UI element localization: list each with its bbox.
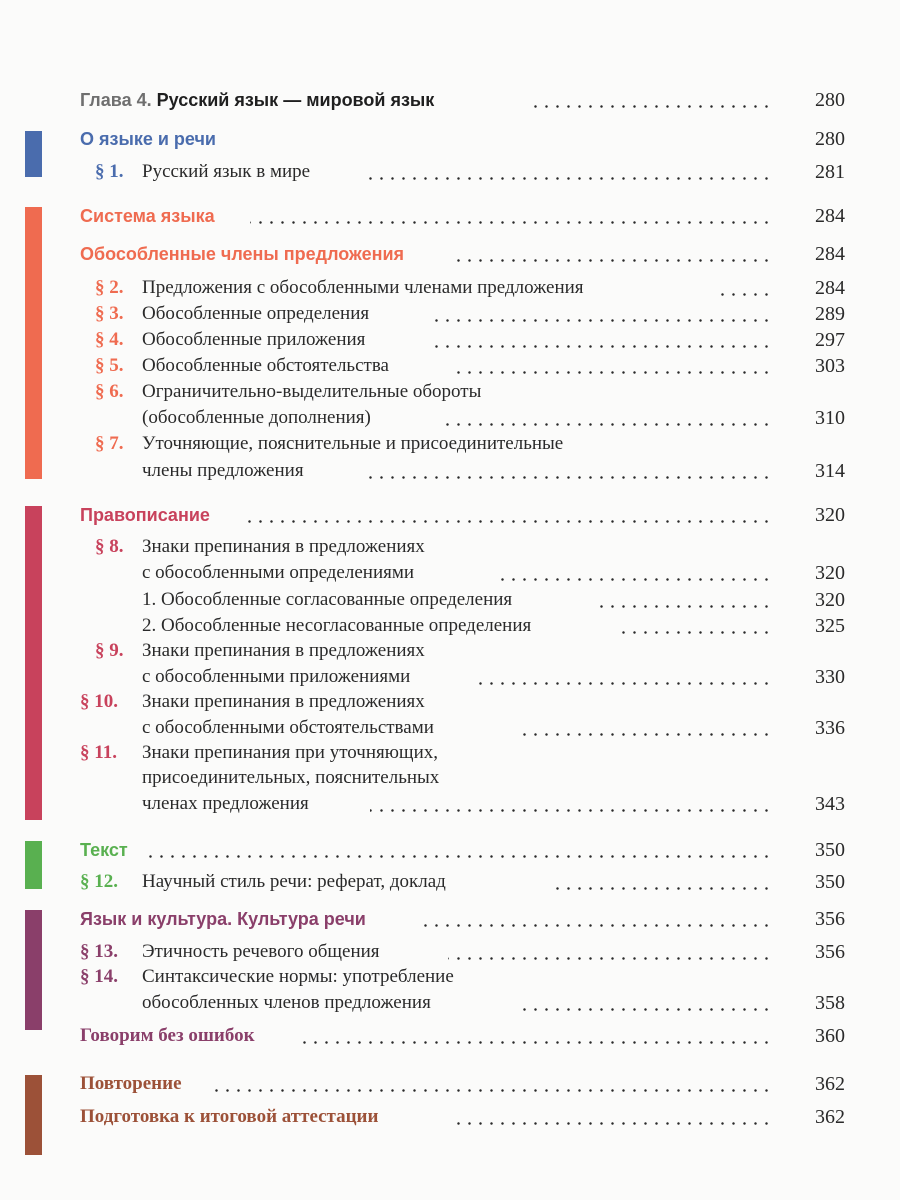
- paragraph-title: (обособленные дополнения): [142, 404, 377, 432]
- page-number: 314: [815, 460, 845, 482]
- section-title: Язык и культура. Культура речи: [80, 905, 372, 933]
- paragraph-number: § 10.: [80, 691, 118, 712]
- subitem-title: 1. Обособленные согласованные определения: [142, 586, 518, 614]
- page-number: 336: [815, 717, 845, 739]
- dot-leader: [474, 682, 772, 685]
- paragraph-number: § 4.: [95, 329, 124, 350]
- paragraph-number: § 3.: [95, 303, 124, 324]
- paragraph-number: § 5.: [95, 355, 124, 376]
- page-number: 350: [815, 839, 845, 861]
- page-number: 284: [815, 205, 845, 227]
- toc-paragraph-continued[interactable]: [0, 764, 900, 792]
- paragraph-title: с обособленными определениями: [142, 559, 420, 587]
- chapter-title: [80, 86, 440, 114]
- toc-paragraph[interactable]: [0, 868, 900, 896]
- dot-leader: [496, 578, 772, 581]
- page-number: 310: [815, 407, 845, 429]
- toc-section[interactable]: [0, 125, 900, 153]
- toc-paragraph[interactable]: [0, 158, 900, 186]
- dot-leader: [520, 733, 772, 736]
- dot-leader: [430, 319, 772, 322]
- dot-leader: [456, 371, 772, 374]
- page-number: 284: [815, 277, 845, 299]
- toc-section[interactable]: [0, 1070, 900, 1098]
- toc-chapter[interactable]: [0, 86, 900, 114]
- section-title: Система языка: [80, 202, 221, 230]
- page-number: 330: [815, 666, 845, 688]
- toc-paragraph-continued[interactable]: [0, 790, 900, 818]
- paragraph-title: члены предложения: [142, 457, 310, 485]
- dot-leader: [440, 423, 772, 426]
- paragraph-number: § 12.: [80, 871, 118, 892]
- page-number: 356: [815, 941, 845, 963]
- dot-leader: [532, 105, 772, 108]
- toc-section[interactable]: [0, 501, 900, 529]
- page-number: 358: [815, 992, 845, 1014]
- toc-subitem[interactable]: [0, 612, 900, 640]
- dot-leader: [448, 957, 772, 960]
- dot-leader: [430, 345, 772, 348]
- section-title: Правописание: [80, 501, 216, 529]
- toc-paragraph[interactable]: [0, 938, 900, 966]
- toc-paragraph[interactable]: [0, 326, 900, 354]
- paragraph-number: § 7.: [95, 433, 124, 454]
- dot-leader: [370, 809, 772, 812]
- page-number: 281: [815, 161, 845, 183]
- paragraph-title: Знаки препинания в предложениях: [142, 688, 431, 716]
- paragraph-number: § 6.: [95, 381, 124, 402]
- toc-subitem[interactable]: [0, 586, 900, 614]
- page-number: 362: [815, 1073, 845, 1095]
- toc-paragraph-continued[interactable]: [0, 559, 900, 587]
- paragraph-title: Обособленные определения: [142, 300, 375, 328]
- section-title: О языке и речи: [80, 129, 216, 149]
- toc-paragraph[interactable]: [0, 274, 900, 302]
- toc-section[interactable]: [0, 905, 900, 933]
- toc-paragraph[interactable]: [0, 963, 900, 991]
- page-number: 356: [815, 908, 845, 930]
- page-number: 320: [815, 589, 845, 611]
- paragraph-title: Этичность речевого общения: [142, 938, 386, 966]
- dot-leader: [618, 631, 772, 634]
- dot-leader: [210, 1089, 772, 1092]
- dot-leader: [300, 1041, 772, 1044]
- dot-leader: [452, 1122, 772, 1125]
- dot-leader: [548, 887, 772, 890]
- paragraph-title: Синтаксические нормы: употребление: [142, 963, 460, 991]
- section-title: Повторение: [80, 1070, 188, 1098]
- paragraph-number: § 13.: [80, 941, 118, 962]
- paragraph-number: § 14.: [80, 966, 118, 987]
- toc-section[interactable]: [0, 836, 900, 864]
- paragraph-title: присоединительных, пояснительных: [142, 764, 445, 792]
- section-title: Говорим без ошибок: [80, 1022, 261, 1050]
- toc-section[interactable]: [0, 1103, 900, 1131]
- section-title: Обособленные члены предложения: [80, 240, 410, 268]
- toc-paragraph[interactable]: [0, 378, 900, 406]
- dot-leader: [240, 520, 772, 523]
- dot-leader: [516, 1008, 772, 1011]
- paragraph-title: Предложения с обособленными членами предложения: [142, 274, 590, 302]
- page-number: 350: [815, 871, 845, 893]
- toc-paragraph-continued[interactable]: [0, 989, 900, 1017]
- paragraph-title: Знаки препинания в предложениях: [142, 637, 431, 665]
- dot-leader: [250, 221, 772, 224]
- toc-paragraph[interactable]: [0, 352, 900, 380]
- page-number: 320: [815, 504, 845, 526]
- dot-leader: [366, 177, 772, 180]
- section-title: Текст: [80, 836, 134, 864]
- paragraph-title: членах предложения: [142, 790, 315, 818]
- dot-leader: [450, 259, 772, 262]
- paragraph-title: Обособленные приложения: [142, 326, 371, 354]
- toc-paragraph-continued[interactable]: [0, 714, 900, 742]
- paragraph-number: § 8.: [95, 536, 124, 557]
- toc-paragraph-continued[interactable]: [0, 404, 900, 432]
- page-number: 289: [815, 303, 845, 325]
- dot-leader: [596, 605, 772, 608]
- page-number: 280: [815, 89, 845, 111]
- paragraph-title: с обособленными обстоятельствами: [142, 714, 440, 742]
- paragraph-title: Уточняющие, пояснительные и присоединительные: [142, 430, 569, 458]
- page-number: 297: [815, 329, 845, 351]
- paragraph-title: обособленных членов предложения: [142, 989, 437, 1017]
- toc-section[interactable]: [0, 202, 900, 230]
- paragraph-title: Знаки препинания в предложениях: [142, 533, 431, 561]
- paragraph-title: Знаки препинания при уточняющих,: [142, 739, 444, 767]
- paragraph-number: § 9.: [95, 640, 124, 661]
- dot-leader: [365, 476, 772, 479]
- toc-section[interactable]: [0, 240, 900, 268]
- chapter-number: Глава 4.: [80, 90, 152, 110]
- toc-paragraph[interactable]: [0, 688, 900, 716]
- page-number: 360: [815, 1025, 845, 1047]
- page-number: 325: [815, 615, 845, 637]
- page-number: 280: [815, 128, 845, 150]
- paragraph-title: Обособленные обстоятельства: [142, 352, 395, 380]
- toc-section[interactable]: [0, 1022, 900, 1050]
- dot-leader: [145, 855, 772, 858]
- page-number: 320: [815, 562, 845, 584]
- dot-leader: [720, 293, 772, 296]
- toc-paragraph[interactable]: [0, 637, 900, 665]
- toc-paragraph[interactable]: [0, 430, 900, 458]
- subitem-title: 2. Обособленные несогласованные определения: [142, 612, 537, 640]
- paragraph-title: с обособленными приложениями: [142, 663, 416, 691]
- paragraph-title: Научный стиль речи: реферат, доклад: [142, 868, 452, 896]
- page-number: 362: [815, 1106, 845, 1128]
- toc-paragraph[interactable]: [0, 739, 900, 767]
- toc-paragraph[interactable]: [0, 300, 900, 328]
- paragraph-number: § 11.: [80, 742, 117, 763]
- paragraph-number: § 1.: [95, 161, 124, 182]
- paragraph-number: § 2.: [95, 277, 124, 298]
- chapter-name: Русский язык — мировой язык: [156, 90, 435, 110]
- paragraph-title: Русский язык в мире: [142, 158, 316, 186]
- section-title: Подготовка к итоговой аттестации: [80, 1103, 384, 1131]
- toc-paragraph[interactable]: [0, 533, 900, 561]
- page-number: 303: [815, 355, 845, 377]
- page-number: 284: [815, 243, 845, 265]
- toc-paragraph-continued[interactable]: [0, 457, 900, 485]
- dot-leader: [422, 924, 772, 927]
- toc-paragraph-continued[interactable]: [0, 663, 900, 691]
- paragraph-title: Ограничительно-выделительные обороты: [142, 378, 487, 406]
- page-number: 343: [815, 793, 845, 815]
